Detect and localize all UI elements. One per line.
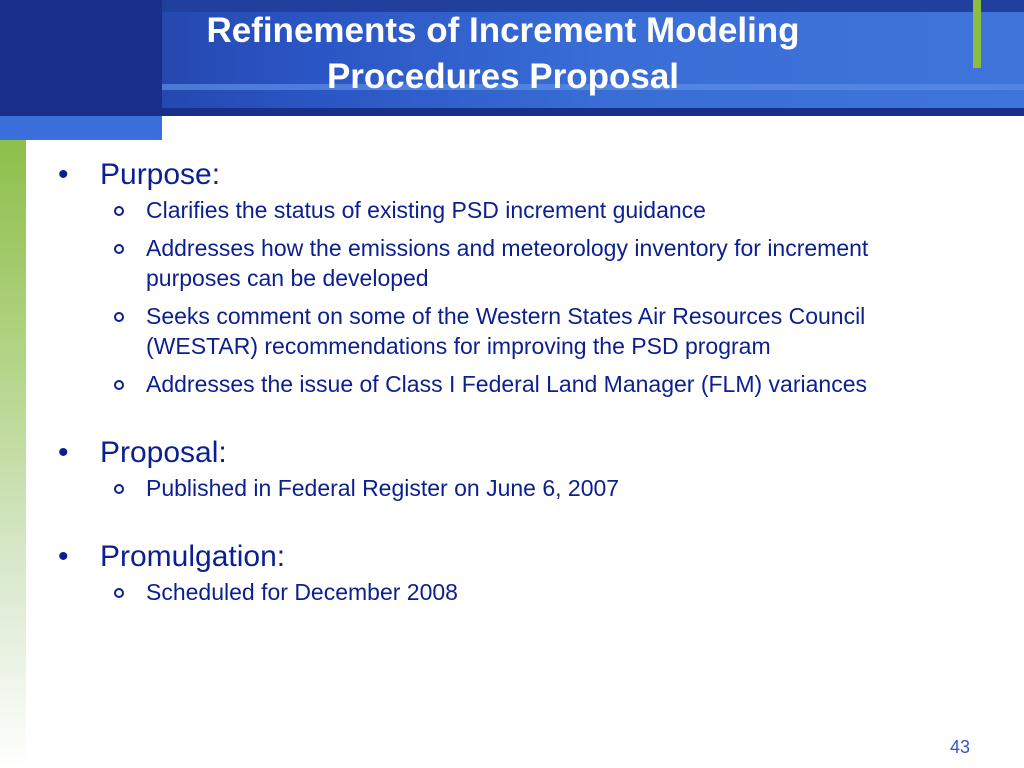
slide-title [162, 8, 844, 100]
header-bottom-rule [162, 108, 1024, 116]
ring-bullet-icon [110, 577, 146, 607]
sub-bullet-item [110, 577, 958, 607]
title-line-2: Procedures Proposal [326, 57, 680, 96]
bullet-icon: • [58, 158, 69, 191]
sub-bullet-text: Addresses how the emissions and meteorology inventory for increment purposes can be developed [146, 235, 869, 291]
sub-bullet-item [110, 233, 958, 293]
sub-bullet-text: Addresses the issue of Class I Federal Land Manager (FLM) variances [146, 371, 867, 397]
slide-content [58, 155, 958, 615]
left-gradient-strip [0, 140, 26, 768]
ring-bullet-icon [110, 195, 146, 225]
bullet-icon: • [58, 540, 69, 573]
header-dark-block [0, 0, 162, 116]
bullet-item [58, 433, 958, 473]
spacer [58, 407, 958, 433]
section-purpose [58, 155, 958, 399]
sub-bullet-item [110, 301, 958, 361]
spacer [58, 511, 958, 537]
page-number: 43 [949, 737, 970, 757]
sub-bullet-item [110, 195, 958, 225]
section-heading: Proposal: [100, 436, 227, 469]
section-heading: Purpose: [100, 158, 221, 191]
ring-bullet-icon [110, 473, 146, 503]
bullet-icon: • [58, 436, 69, 469]
ring-bullet-icon [110, 233, 146, 263]
section-heading: Promulgation: [100, 540, 286, 573]
green-accent-bar [973, 0, 981, 68]
sub-bullet-text: Published in Federal Register on June 6, 2007 [146, 475, 620, 501]
ring-bullet-icon [110, 301, 146, 331]
bullet-item [58, 537, 958, 577]
accent-block [0, 116, 162, 140]
section-proposal [58, 433, 958, 503]
sub-bullet-item [110, 473, 958, 503]
ring-bullet-icon [110, 369, 146, 399]
section-promulgation [58, 537, 958, 607]
sub-bullet-text: Seeks comment on some of the Western States Air Resources Council (WESTAR) recommendations for improving the PSD program [146, 303, 866, 359]
title-line-1: Refinements of Increment Modeling [206, 11, 800, 50]
bullet-item [58, 155, 958, 195]
sub-bullet-text: Clarifies the status of existing PSD increment guidance [146, 197, 706, 223]
sub-bullet-item [110, 369, 958, 399]
sub-bullet-text: Scheduled for December 2008 [146, 579, 458, 605]
